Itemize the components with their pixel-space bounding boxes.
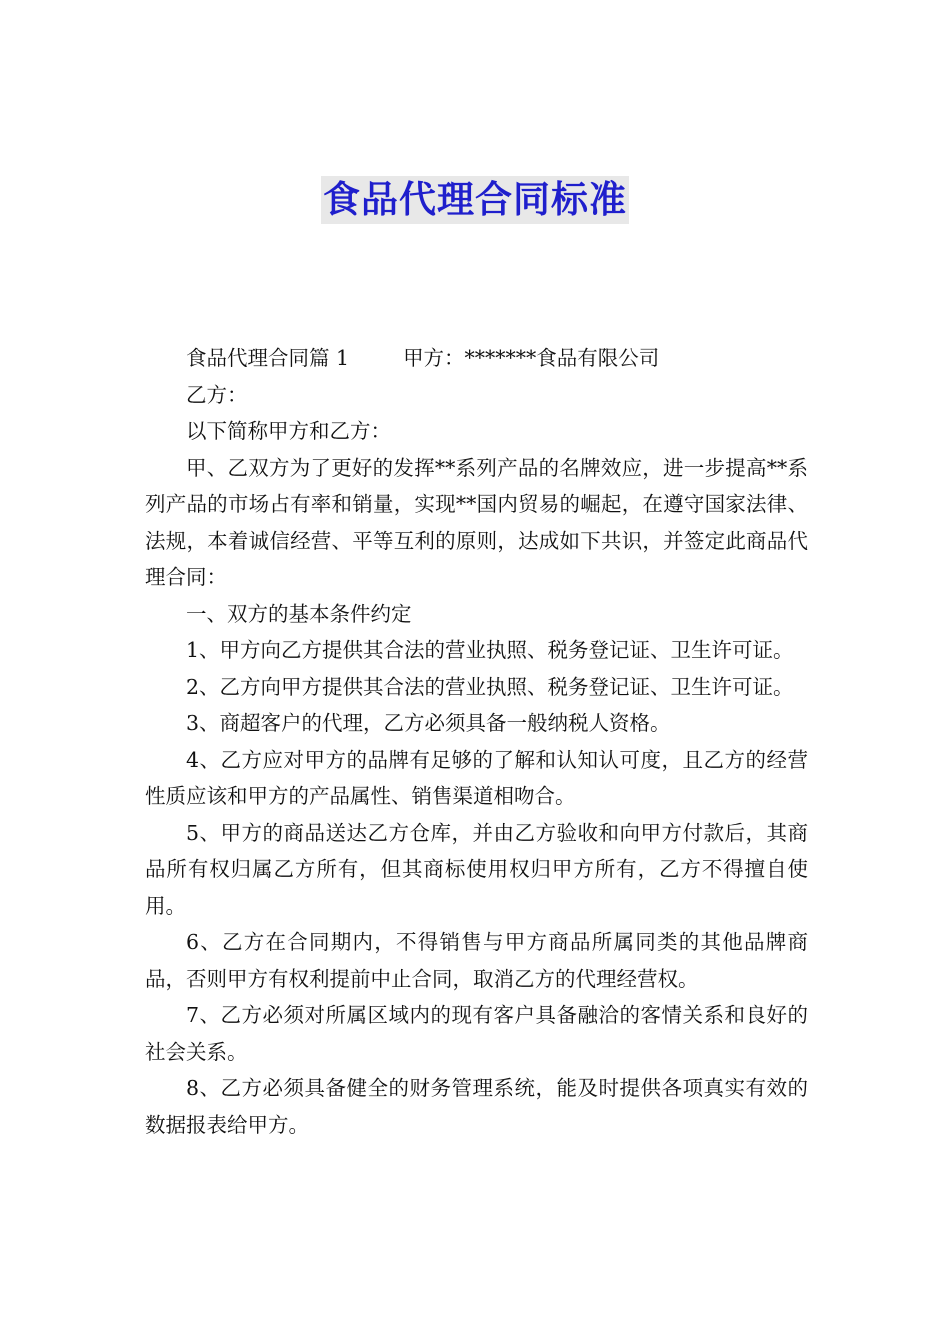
abbreviation-note: 以下简称甲方和乙方：	[186, 419, 391, 443]
contract-label: 食品代理合同篇 1	[186, 346, 350, 370]
clause-2: 2、乙方向甲方提供其合法的营业执照、税务登记证、卫生许可证。	[186, 674, 794, 699]
clause-6: 6、乙方在合同期内，不得销售与甲方商品所属同类的其他品牌商品，否则甲方有权利提前中止合同，取消乙方的代理经营权。	[145, 930, 808, 991]
title-wrap	[0, 176, 950, 224]
party-a: 甲方：*******食品有限公司	[403, 346, 660, 370]
clause-3: 3、商超客户的代理，乙方必须具备一般纳税人资格。	[186, 711, 671, 735]
party-b: 乙方：	[186, 382, 248, 407]
clause-4: 4、乙方应对甲方的品牌有足够的了解和认知认可度，且乙方的经营性质应该和甲方的产品属性、销售渠道相吻合。	[145, 747, 808, 808]
clause-8: 8、乙方必须具备健全的财务管理系统，能及时提供各项真实有效的数据报表给甲方。	[145, 1076, 808, 1137]
section-heading: 一、双方的基本条件约定	[186, 601, 412, 626]
document-body	[145, 340, 808, 1143]
contract-header-line	[145, 340, 808, 377]
clause-5: 5、甲方的商品送达乙方仓库，并由乙方验收和向甲方付款后，其商品所有权归属乙方所有，但其商标使用权归甲方所有，乙方不得擅自使用。	[145, 820, 808, 918]
clause-1: 1、甲方向乙方提供其合法的营业执照、税务登记证、卫生许可证。	[186, 638, 794, 662]
document-title: 食品代理合同标准	[321, 176, 629, 224]
preamble-paragraph: 甲、乙双方为了更好的发挥**系列产品的名牌效应，进一步提高**系列产品的市场占有率和销量，实现**国内贸易的崛起，在遵守国家法律、法规，本着诚信经营、平等互利的原则，达成如下共识，并签定此商品代理合同：	[145, 455, 808, 589]
clause-7: 7、乙方必须对所属区域内的现有客户具备融洽的客情关系和良好的社会关系。	[145, 1003, 808, 1064]
